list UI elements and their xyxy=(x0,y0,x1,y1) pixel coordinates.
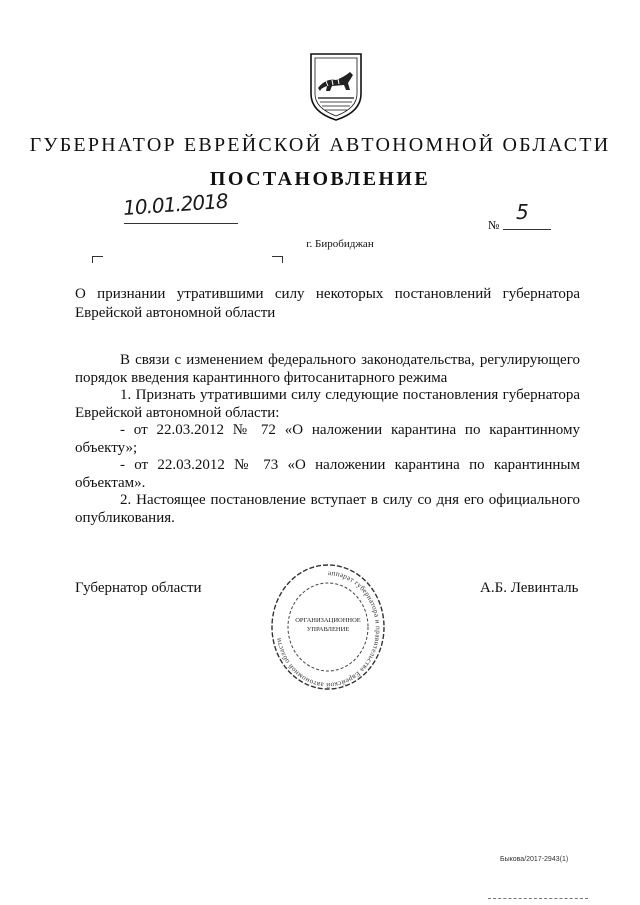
bottom-rule xyxy=(488,898,588,899)
number-label: № xyxy=(488,218,500,232)
footer-reference-code: Быкова/2017-2943(1) xyxy=(500,856,569,863)
handwritten-date: 10.01.2018 xyxy=(122,188,229,220)
subject-corner-mark-left xyxy=(92,256,103,263)
coat-of-arms-icon xyxy=(306,50,366,122)
signatory-name: А.Б. Левинталь xyxy=(480,580,579,596)
preamble-paragraph: В связи с изменением федерального законодательства, регулирующего порядок введения карантинного фитосанитарного режима xyxy=(75,352,580,386)
subject-corner-mark-right xyxy=(272,256,283,263)
stamp-ring-text: аппарат губернатора и правительства Еврейской автономной области xyxy=(274,568,382,690)
document-subject: О признании утратившими силу некоторых постановлений губернатора Еврейской автономной области xyxy=(75,286,580,321)
stamp-center-line-2: УПРАВЛЕНИЕ xyxy=(306,626,350,633)
item-1-paragraph: 1. Признать утратившими силу следующие постановления губернатора Еврейской автономной области: xyxy=(75,387,580,421)
document-body xyxy=(75,352,580,527)
document-type: ПОСТАНОВЛЕНИЕ xyxy=(209,168,431,190)
official-stamp-icon xyxy=(268,555,388,693)
handwritten-number: 5 xyxy=(516,200,529,224)
number-underline xyxy=(503,229,551,230)
issuing-authority: ГУБЕРНАТОР ЕВРЕЙСКОЙ АВТОНОМНОЙ ОБЛАСТИ xyxy=(29,134,611,156)
item-2-paragraph: 2. Настоящее постановление вступает в силу со дня его официального опубликования. xyxy=(75,492,580,526)
date-underline xyxy=(124,223,238,224)
signatory-title: Губернатор области xyxy=(75,580,202,596)
item-1a-paragraph: - от 22.03.2012 № 72 «О наложении карантина по карантинному объекту»; xyxy=(75,422,580,456)
city-of-issue: г. Биробиджан xyxy=(306,238,374,250)
item-1b-paragraph: - от 22.03.2012 № 73 «О наложении карантина по карантинным объектам». xyxy=(75,457,580,491)
stamp-center-line-1: ОРГАНИЗАЦИОННОЕ xyxy=(295,617,361,624)
